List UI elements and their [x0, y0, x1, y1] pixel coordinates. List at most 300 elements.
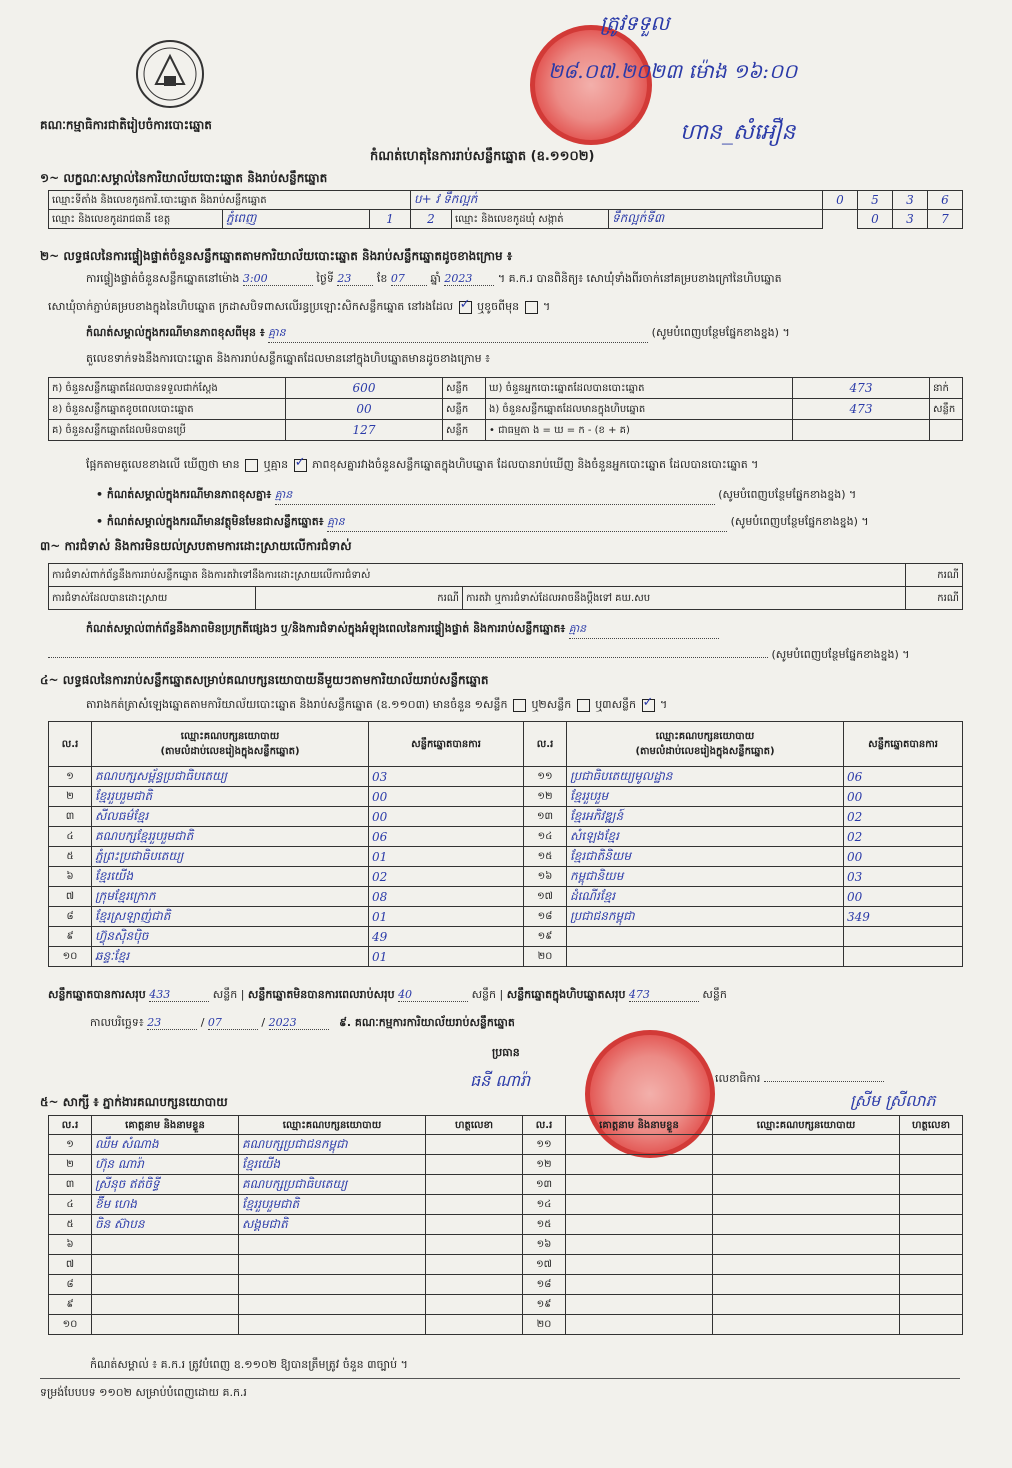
col-party: ឈ្មោះគណបក្សនយោបាយ — [713, 1116, 900, 1135]
witness-name — [92, 1275, 239, 1295]
party-party: ក្រុមខ្មែរក្រោក — [92, 887, 369, 907]
has-diff-checkbox[interactable] — [245, 459, 258, 472]
witness-no: ១៥ — [523, 1215, 566, 1235]
secretary-signature: ស្រីម ស្រីលាភ — [850, 1091, 936, 1110]
party-no: ១៣ — [524, 807, 567, 827]
table-row — [49, 887, 963, 907]
note-value: គ្មាន — [268, 326, 648, 343]
witness-signature — [900, 1195, 963, 1215]
witness-signature — [426, 1315, 523, 1335]
col-name: គោត្តនាម និងនាមខ្លួន — [566, 1116, 713, 1135]
party-party: គណបក្សខ្មែររួបរួមជាតិ — [92, 827, 369, 847]
witness-table — [48, 1115, 963, 1335]
case-unit: ករណី — [906, 564, 963, 587]
compare-line — [86, 458, 758, 474]
witness-party: គណបក្សប្រជាធិបតេយ្យ — [239, 1175, 426, 1195]
objection-note — [86, 622, 719, 639]
section1-title: ១~ លក្ខណៈសម្គាល់នៃការិយាល័យបោះឆ្នោត និងរាប់សន្លឹកឆ្នោត — [40, 171, 328, 185]
invalid-note — [96, 515, 869, 532]
witness-name — [566, 1175, 713, 1195]
col-no: ល.រ — [523, 1116, 566, 1135]
text: តារាងកត់ត្រាសំឡេងឆ្នោតតាមការិយាល័យបោះឆ្នោត និងរាប់សន្លឹកឆ្នោត (ឧ.១១០៣) មានចំនួន ១សន្លឹក — [86, 698, 508, 711]
table-row — [49, 767, 963, 787]
witness-no: ៨ — [49, 1275, 92, 1295]
witness-no: ១៧ — [523, 1255, 566, 1275]
party-party: ខ្មែរអភិវឌ្ឍន៍ — [567, 807, 844, 827]
witness-party — [713, 1275, 900, 1295]
objection-fill — [48, 648, 910, 664]
text: (សូមបំពេញបន្ថែមផ្នែកខាងខ្នង) ។ — [651, 326, 790, 339]
text: (តាមលំដាប់លេខរៀងក្នុងសន្លឹកឆ្នោត) — [160, 746, 300, 757]
text: (សូមបំពេញបន្ថែមផ្នែកខាងខ្នង) ។ — [771, 648, 910, 661]
right-value: 473 — [793, 378, 930, 399]
party-party: ខ្មែររួបរួមជាតិ — [92, 787, 369, 807]
sheet-note: តារាងកត់ត្រាសំឡេងឆ្នោតតាមការិយាល័យបោះឆ្នោត និងរាប់សន្លឹកឆ្នោត (ឧ.១១០៣) មានចំនួន ១សន្លឹក ឬ២សន្លឹក ឬ៣សន្លឹក ✓ ។ — [86, 698, 667, 714]
witness-party — [713, 1255, 900, 1275]
witness-no: ១៦ — [523, 1235, 566, 1255]
witness-party — [239, 1255, 426, 1275]
witness-party — [239, 1295, 426, 1315]
party-party — [567, 927, 844, 947]
text: • កំណត់សម្គាល់ក្នុងករណីមានភាពខុសគ្នា៖ — [96, 488, 272, 501]
appeal-label: ការតវ៉ា ឬការជំទាស់ដែលអាចនឹងប្តឹងទៅ គឃ.សប — [463, 587, 906, 610]
witness-signature — [426, 1295, 523, 1315]
party-no: ២០ — [524, 947, 567, 967]
witness-party — [239, 1315, 426, 1335]
text: (សូមបំពេញបន្ថែមផ្នែកខាងខ្នង) ។ — [718, 488, 857, 501]
text: • កំណត់សម្គាល់ក្នុងករណីមានវត្ថុមិនមែនជាសន្លឹកឆ្នោត៖ — [96, 515, 324, 528]
table-row — [49, 807, 963, 827]
party-party: ខ្មែរស្រឡាញ់ជាតិ — [92, 907, 369, 927]
party-votes: 06 — [369, 827, 524, 847]
witness-no: ២០ — [523, 1315, 566, 1335]
witness-no: ១ — [49, 1135, 92, 1155]
party-votes: 01 — [369, 947, 524, 967]
figures-table — [48, 377, 963, 441]
table-row — [49, 827, 963, 847]
verify-time: 3:00 — [243, 272, 313, 286]
right-unit — [930, 420, 963, 441]
sheet1-checkbox[interactable] — [513, 699, 526, 712]
commune-value: ទឹកល្អក់ទី៣ — [609, 210, 823, 229]
figures-row — [49, 399, 963, 420]
province-code: 2 — [411, 210, 452, 229]
figures-row — [49, 420, 963, 441]
text: សន្លឹកឆ្នោតក្នុងហិបឆ្នោតសរុប — [506, 988, 626, 1001]
right-label: • ជាធម្មតា ង = ឃ = ក - (ខ + គ) — [486, 420, 793, 441]
date-day: 23 — [147, 1016, 197, 1030]
witness-name — [566, 1235, 713, 1255]
witness-name — [92, 1235, 239, 1255]
witness-no: ១៨ — [523, 1275, 566, 1295]
party-party: ប្រជាជនកម្ពុជា — [567, 907, 844, 927]
party-no: ៩ — [49, 927, 92, 947]
party-party: សំឡេងខ្មែរ — [567, 827, 844, 847]
witness-no: ៩ — [49, 1295, 92, 1315]
party-no: ១៥ — [524, 847, 567, 867]
witness-party — [713, 1235, 900, 1255]
verification-line — [86, 272, 782, 288]
location-value: ប+ វ ទឹកល្អក់ — [411, 191, 823, 210]
col-no: ល.រ — [49, 722, 92, 767]
left-label: ខ) ចំនួនសន្លឹកឆ្នោតខូចពេលបោះឆ្នោត — [49, 399, 286, 420]
section2-title: ២~ លទ្ធផលនៃការផ្ទៀងផ្ទាត់ចំនួនសន្លឹកឆ្នោតតាមការិយាល័យបោះឆ្នោត និងរាប់សន្លឹកឆ្នោតដូចខាងក្រោម ៖ — [40, 249, 513, 263]
witness-party — [713, 1195, 900, 1215]
sheet2-checkbox[interactable] — [577, 699, 590, 712]
party-no: ៧ — [49, 887, 92, 907]
party-party: ខ្មែររួបរួម — [567, 787, 844, 807]
witness-party — [713, 1315, 900, 1335]
text: ឬ៣សន្លឹក — [595, 698, 637, 711]
witness-signature — [900, 1175, 963, 1195]
witness-signature — [426, 1135, 523, 1155]
sheet3-checkbox[interactable] — [642, 699, 655, 712]
witness-party — [713, 1215, 900, 1235]
table-row — [49, 787, 963, 807]
figures-intro: តួលេខទាក់ទងនឹងការបោះឆ្នោត និងការរាប់សន្លឹកឆ្នោតដែលមាននៅក្នុងហិបឆ្នោតមានដូចខាងក្រោម ៖ — [86, 352, 490, 365]
party-no: ១០ — [49, 947, 92, 967]
witness-signature — [426, 1215, 523, 1235]
party-votes: 49 — [369, 927, 524, 947]
party-votes: 00 — [844, 887, 963, 907]
text: ឆ្នាំ — [430, 272, 441, 285]
table-row — [49, 1235, 963, 1255]
party-party: ហ៊្វុនស៊ិនប៉ិច — [92, 927, 369, 947]
witness-no: ១១ — [523, 1135, 566, 1155]
party-votes: 02 — [369, 867, 524, 887]
witness-no: ៧ — [49, 1255, 92, 1275]
diff-note — [96, 488, 856, 505]
witness-party: ខ្មែររួបរួមជាតិ — [239, 1195, 426, 1215]
witness-party: ខ្មែរយើង — [239, 1155, 426, 1175]
text: ឬខូចពីមុន — [477, 300, 520, 313]
no-diff-checkbox[interactable] — [294, 459, 307, 472]
text: កាលបរិច្ឆេទ៖ — [90, 1016, 144, 1029]
text: ។ គ.ក.រ បានពិនិត្យ៖ សោឃុំទាំងពីរចាក់នៅគម្របខាងក្រៅនៃហិបឆ្នោត — [497, 272, 782, 285]
party-no: ១៩ — [524, 927, 567, 947]
commune-label: ឈ្មោះ និងលេខកូដឃុំ សង្កាត់ — [452, 210, 609, 229]
party-no: ៨ — [49, 907, 92, 927]
party-votes: 02 — [844, 807, 963, 827]
witness-name: ហ៊ុន ណារ៉ា — [92, 1155, 239, 1175]
section5-title: ៥~ សាក្សី ៖ ភ្នាក់ងារគណបក្សនយោបាយ — [40, 1095, 228, 1109]
seal-line: សោឃុំចាក់ភ្ជាប់គម្របខាងក្នុងនៃហិបឆ្នោត ក្រដាសបិទពាសលើរន្ធប្រឡោះសិកសន្លឹកឆ្នោត នៅរងដែល ✓ ឬខូចពីមុន ។ — [48, 300, 550, 316]
witness-name — [92, 1315, 239, 1335]
witness-name — [566, 1135, 713, 1155]
witness-signature — [900, 1255, 963, 1275]
total-valid: 433 — [149, 988, 209, 1002]
party-no: ៥ — [49, 847, 92, 867]
witness-party — [239, 1275, 426, 1295]
left-value: 600 — [286, 378, 443, 399]
party-votes: 349 — [844, 907, 963, 927]
witness-signature — [900, 1215, 963, 1235]
text: ឈ្មោះគណបក្សនយោបាយ — [180, 731, 280, 742]
table-row — [49, 1175, 963, 1195]
party-votes: 08 — [369, 887, 524, 907]
party-party: ដំណើរខ្មែរ — [567, 887, 844, 907]
witness-party — [713, 1175, 900, 1195]
diff-value: គ្មាន — [275, 488, 715, 505]
witness-no: ១៤ — [523, 1195, 566, 1215]
witness-signature — [426, 1175, 523, 1195]
party-votes: 03 — [369, 767, 524, 787]
col-party — [567, 722, 844, 767]
party-votes — [844, 947, 963, 967]
resolved-label: ការជំទាស់ដែលបានដោះស្រាយ — [49, 587, 256, 610]
form-reference: ទម្រង់បែបបទ ១១០២ សម្រាប់បំពេញដោយ គ.ក.រ — [40, 1386, 247, 1399]
table-row — [49, 1315, 963, 1335]
royal-emblem-icon — [134, 38, 206, 110]
party-no: ៤ — [49, 827, 92, 847]
commune-code: 0 — [858, 210, 893, 229]
text: កំណត់សម្គាល់ក្នុងករណីមានភាពខុសពីមុន ៖ — [86, 326, 265, 339]
text: ភាពខុសគ្នារវាងចំនួនសន្លឹកឆ្នោតក្នុងហិបឆ្នោត ដែលបានរាប់ឃើញ និងចំនួនអ្នកបោះឆ្នោត ដែលបានបោះឆ្នោត ។ — [312, 458, 759, 471]
objection-note-value: គ្មាន — [569, 622, 719, 639]
objection-row1: ការជំទាស់ពាក់ព័ន្ធនឹងការរាប់សន្លឹកឆ្នោត និងការតវ៉ាទៅនឹងការដោះស្រាយលើការជំទាស់ — [49, 564, 906, 587]
party-no: ៦ — [49, 867, 92, 887]
party-votes: 03 — [844, 867, 963, 887]
table-row — [49, 907, 963, 927]
witness-name: ចិន ស៊ាបន — [92, 1215, 239, 1235]
results-table — [48, 721, 963, 967]
case-unit: ករណី — [906, 587, 963, 610]
totals-line: សន្លឹកឆ្នោតបានការសរុប 433 សន្លឹក | សន្លឹកឆ្នោតមិនបានការពេលរាប់សរុប 40 សន្លឹក | សន្លឹកឆ្នោតក្នុងហិបឆ្នោតសរុប 473 សន្លឹក — [48, 988, 727, 1001]
party-no: ៣ — [49, 807, 92, 827]
witness-no: ៥ — [49, 1215, 92, 1235]
party-votes: 02 — [844, 827, 963, 847]
col-votes: សន្លឹកឆ្នោតបានការ — [844, 722, 963, 767]
left-unit: សន្លឹក — [443, 378, 486, 399]
text: សន្លឹក — [702, 988, 727, 1001]
committee-name: គណៈកម្មាធិការជាតិរៀបចំការបោះឆ្នោត — [40, 118, 212, 132]
party-party: សីលធម៌ខ្មែរ — [92, 807, 369, 827]
party-no: ១១ — [524, 767, 567, 787]
witness-party: គណបក្សប្រជាជនកម្ពុជា — [239, 1135, 426, 1155]
location-code-digit: 3 — [893, 191, 928, 210]
verify-month: 07 — [391, 272, 427, 286]
right-unit: សន្លឹក — [930, 399, 963, 420]
witness-signature — [426, 1195, 523, 1215]
commune-code: 7 — [928, 210, 963, 229]
note-line — [86, 326, 790, 343]
party-party: ខ្មែរយើង — [92, 867, 369, 887]
witness-name — [566, 1315, 713, 1335]
table-row — [49, 1295, 963, 1315]
table-row — [49, 847, 963, 867]
table-row — [49, 867, 963, 887]
location-code-digit: 5 — [858, 191, 893, 210]
party-party — [567, 947, 844, 967]
table-row — [49, 1275, 963, 1295]
text: សន្លឹកឆ្នោតបានការសរុប — [48, 988, 146, 1001]
witness-no: ១០ — [49, 1315, 92, 1335]
text: (សូមបំពេញបន្ថែមផ្នែកខាងខ្នង) ។ — [730, 515, 869, 528]
witness-name: ខ៊ីម ហេង — [92, 1195, 239, 1215]
text: ការផ្ទៀងផ្ទាត់ចំនួនសន្លឹកឆ្នោតនៅម៉ោង — [86, 272, 240, 285]
party-no: ១២ — [524, 787, 567, 807]
text: សន្លឹក — [212, 988, 238, 1001]
witness-name: ស្រីនុច ឥត់ចិទ្ធី — [92, 1175, 239, 1195]
witness-name — [92, 1295, 239, 1315]
footnote: កំណត់សម្គាល់ ៖ គ.ក.រ ត្រូវបំពេញ ឧ.១១០២ ឱ្យបានត្រឹមត្រូវ ចំនួន ៣ច្បាប់ ។ — [90, 1358, 408, 1371]
left-value: 00 — [286, 399, 443, 420]
witness-party — [713, 1295, 900, 1315]
total-invalid: 40 — [398, 988, 468, 1002]
witness-no: ១៣ — [523, 1175, 566, 1195]
witness-signature — [426, 1155, 523, 1175]
left-label: គ) ចំនួនសន្លឹកឆ្នោតដែលមិនបានប្រើ — [49, 420, 286, 441]
witness-party: សង្គមជាតិ — [239, 1215, 426, 1235]
damaged-checkbox[interactable] — [525, 301, 538, 314]
table-row — [49, 1255, 963, 1275]
left-value: 127 — [286, 420, 443, 441]
figures-row — [49, 378, 963, 399]
witness-no: ២ — [49, 1155, 92, 1175]
party-votes: 00 — [844, 787, 963, 807]
table-row — [49, 1135, 963, 1155]
witness-signature — [426, 1235, 523, 1255]
table-row — [49, 927, 963, 947]
right-value — [793, 420, 930, 441]
location-code-digit: 6 — [928, 191, 963, 210]
committee-label: ៩. គណៈកម្មការការិយាល័យរាប់សន្លឹកឆ្នោត — [339, 1016, 515, 1029]
text: កំណត់សម្គាល់ពាក់ព័ន្ធនឹងភាពមិនប្រក្រតីផ្សេងៗ ឬ/និងការជំទាស់ក្នុងអំឡុងពេលនៃការផ្ទៀងផ្ទាត់ និងការរាប់សន្លឹកឆ្នោត៖ — [86, 622, 566, 635]
party-no: ១៦ — [524, 867, 567, 887]
witness-name — [566, 1275, 713, 1295]
witness-signature — [900, 1235, 963, 1255]
text: ឬគ្មាន — [263, 458, 289, 471]
text: ថ្ងៃទី — [316, 272, 334, 285]
party-votes: 01 — [369, 847, 524, 867]
party-party: ប្រជាធិបតេយ្យមូលដ្ឋាន — [567, 767, 844, 787]
hand-note-top: ត្រូវទទួល — [600, 11, 670, 35]
province-label: ឈ្មោះ និងលេខកូដរាជធានី ខេត្ត — [49, 210, 223, 229]
total-box: 473 — [629, 988, 699, 1002]
date-line: កាលបរិច្ឆេទ៖ 23 / 07 / 2023 ៩. គណៈកម្មការការិយាល័យរាប់សន្លឹកឆ្នោត — [90, 1016, 515, 1029]
party-party: ខ្មែរជាតិនិយម — [567, 847, 844, 867]
witness-name — [566, 1195, 713, 1215]
witness-name — [566, 1155, 713, 1175]
party-votes: 01 — [369, 907, 524, 927]
objection-table — [48, 563, 963, 610]
witness-name — [566, 1295, 713, 1315]
hand-date-top: ២៨.០៧.២០២៣ ម៉ោង ១៦:០០ — [548, 59, 798, 83]
text: ផ្អែកតាមតួលេខខាងលើ ឃើញថា មាន — [86, 458, 240, 471]
party-no: ២ — [49, 787, 92, 807]
text: ខែ — [376, 272, 388, 285]
col-votes: សន្លឹកឆ្នោតបានការ — [369, 722, 524, 767]
col-sign: ហត្ថលេខា — [900, 1116, 963, 1135]
witness-no: ៣ — [49, 1175, 92, 1195]
party-votes: 00 — [844, 847, 963, 867]
party-party: ឆន្ទៈខ្មែរ — [92, 947, 369, 967]
table-row — [49, 1195, 963, 1215]
text: (តាមលំដាប់លេខរៀងក្នុងសន្លឹកឆ្នោត) — [635, 746, 775, 757]
col-no: ល.រ — [524, 722, 567, 767]
right-label: ង) ចំនួនសន្លឹកឆ្នោតដែលមានក្នុងហិបឆ្នោត — [486, 399, 793, 420]
witness-signature — [900, 1155, 963, 1175]
witness-no: ១២ — [523, 1155, 566, 1175]
witness-signature — [900, 1315, 963, 1335]
commune-code: 3 — [893, 210, 928, 229]
invalid-value: គ្មាន — [327, 515, 727, 532]
right-value: 473 — [793, 399, 930, 420]
text: ឈ្មោះគណបក្សនយោបាយ — [655, 731, 755, 742]
left-label: ក) ចំនួនសន្លឹកឆ្នោតដែលបានទទួលជាក់ស្តែង — [49, 378, 286, 399]
witness-name — [92, 1255, 239, 1275]
witness-name — [566, 1255, 713, 1275]
col-no: ល.រ — [49, 1116, 92, 1135]
province-value: ភ្នំពេញ — [223, 210, 370, 229]
section1-table — [48, 190, 963, 229]
witness-signature — [900, 1135, 963, 1155]
witness-party — [713, 1155, 900, 1175]
witness-signature — [900, 1295, 963, 1315]
witness-party — [239, 1235, 426, 1255]
party-votes: 00 — [369, 787, 524, 807]
witness-party — [713, 1135, 900, 1155]
party-no: ១៤ — [524, 827, 567, 847]
party-no: ១៨ — [524, 907, 567, 927]
form-title: កំណត់ហេតុនៃការរាប់សន្លឹកឆ្នោត (ឧ.១១០២) — [370, 149, 595, 164]
text: លេខាធិការ — [715, 1072, 761, 1085]
col-name: គោត្តនាម និងនាមខ្លួន — [92, 1116, 239, 1135]
party-party: គណបក្សសម្ព័ន្ធប្រជាធិបតេយ្យ — [92, 767, 369, 787]
date-month: 07 — [208, 1016, 258, 1030]
text: សន្លឹកឆ្នោតមិនបានការពេលរាប់សរុប — [247, 988, 395, 1001]
right-unit: នាក់ — [930, 378, 963, 399]
witness-signature — [426, 1255, 523, 1275]
col-party: ឈ្មោះគណបក្សនយោបាយ — [239, 1116, 426, 1135]
location-code-digit: 0 — [823, 191, 858, 210]
left-unit: សន្លឹក — [443, 420, 486, 441]
chair-label: ប្រធាន — [492, 1046, 520, 1059]
witness-no: ១៩ — [523, 1295, 566, 1315]
secretary-line — [715, 1072, 884, 1088]
table-row — [49, 1215, 963, 1235]
col-party — [92, 722, 369, 767]
section4-title: ៤~ លទ្ធផលនៃការរាប់សន្លឹកឆ្នោតសម្រាប់គណបក្សនយោបាយនីមួយៗតាមការិយាល័យរាប់សន្លឹកឆ្នោត — [40, 673, 489, 687]
divider — [40, 1378, 960, 1379]
party-votes: 06 — [844, 767, 963, 787]
witness-signature — [900, 1275, 963, 1295]
hand-name-top: ហាន_សំអឿន — [680, 120, 796, 145]
verify-day: 23 — [337, 272, 373, 286]
witness-signature — [426, 1275, 523, 1295]
right-label: ឃ) ចំនួនអ្នកបោះឆ្នោតដែលបានបោះឆ្នោត — [486, 378, 793, 399]
date-year: 2023 — [269, 1016, 329, 1030]
witness-name — [566, 1215, 713, 1235]
text: សោឃុំចាក់ភ្ជាប់គម្របខាងក្នុងនៃហិបឆ្នោត ក្រដាសបិទពាសលើរន្ធប្រឡោះសិកសន្លឹកឆ្នោត នៅរងដែល — [48, 300, 454, 313]
witness-name: ឈឹម សំណាង — [92, 1135, 239, 1155]
section3-title: ៣~ ការជំទាស់ និងការមិនយល់ស្របតាមការដោះស្រាយលើការជំទាស់ — [40, 539, 352, 553]
party-party: កម្ពុជានិយម — [567, 867, 844, 887]
table-row — [49, 1155, 963, 1175]
left-unit: សន្លឹក — [443, 399, 486, 420]
party-no: ១ — [49, 767, 92, 787]
party-votes — [844, 927, 963, 947]
province-code: 1 — [370, 210, 411, 229]
chair-signature: ធនី ណារ៉ា — [470, 1071, 531, 1090]
party-votes: 00 — [369, 807, 524, 827]
witness-no: ៦ — [49, 1235, 92, 1255]
party-party: ភ្នំព្រះប្រជាធិបតេយ្យ — [92, 847, 369, 867]
text: ឬ២សន្លឹក — [531, 698, 572, 711]
intact-checkbox[interactable] — [459, 301, 472, 314]
location-label: ឈ្មោះទីតាំង និងលេខកូដការិ.បោះឆ្នោត និងរាប់សន្លឹកឆ្នោត — [49, 191, 411, 210]
col-sign: ហត្ថលេខា — [426, 1116, 523, 1135]
